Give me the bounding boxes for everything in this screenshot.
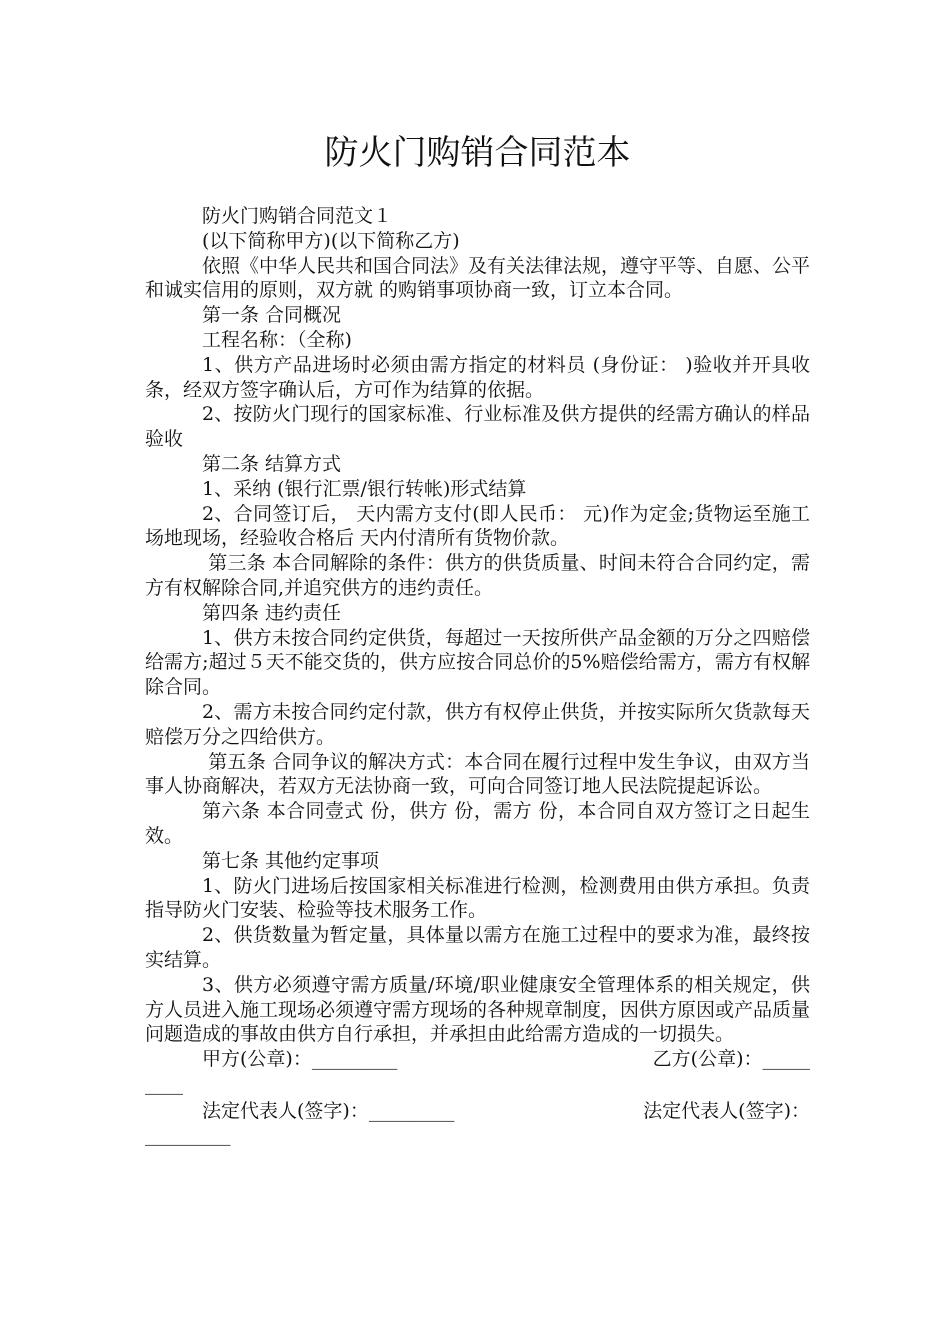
party-b-rep-line: 法定代表人(签字)： bbox=[643, 1099, 810, 1122]
party-b-rep-line-tail: _________ bbox=[145, 1124, 231, 1147]
article-heading: 第四条 违约责任 bbox=[202, 601, 342, 624]
contract-paragraph: 防火门购销合同范文１ bbox=[202, 205, 393, 227]
party-b-seal-line: 乙方(公章)：_____ bbox=[652, 1048, 810, 1071]
contract-paragraph: 工程名称：（全称) bbox=[202, 328, 352, 351]
article-heading: 第一条 合同概况 bbox=[202, 304, 342, 327]
contract-paragraph: 1、采纳 (银行汇票/银行转帐)形式结算 bbox=[202, 477, 527, 500]
contract-page bbox=[145, 120, 810, 1150]
contract-paragraph: 1、供方未按合同约定供货，每超过一天按所供产品金额的万分之四赔偿给需方;超过５天不能交货的，供方应按合同总价的5%赔偿给需方，需方有权解除合同。 bbox=[145, 626, 810, 699]
contract-paragraph: 2、合同签订后， 天内需方支付(即人民币： 元)作为定金;货物运至施工场地现场，经验收合格后 天内付清所有货物价款。 bbox=[145, 502, 810, 550]
contract-paragraph: 依照《中华人民共和国合同法》及有关法律法规，遵守平等、自愿、公平和诚实信用的原则，双方就 的购销事项协商一致，订立本合同。 bbox=[145, 254, 811, 302]
article-paragraph: 第五条 合同争议的解决方式：本合同在履行过程中发生争议，由双方当事人协商解决，若双方无法协商一致，可向合同签订地人民法院提起诉讼。 bbox=[145, 750, 810, 798]
party-b-seal-line-tail: ____ bbox=[145, 1072, 183, 1095]
page-title: 防火门购销合同范本 bbox=[324, 133, 631, 173]
contract-paragraph: 1、供方产品进场时必须由需方指定的材料员 (身份证： )验收并开具收条，经双方签字确认后，方可作为结算的依据。 bbox=[145, 353, 810, 401]
representative-signature-row bbox=[145, 1099, 810, 1124]
seal-signature-row bbox=[145, 1047, 810, 1072]
party-a-seal-line: 甲方(公章)：_________ bbox=[202, 1048, 398, 1071]
article-heading: 第二条 结算方式 bbox=[202, 452, 342, 475]
article-paragraph: 第三条 本合同解除的条件：供方的供货质量、时间未符合合同约定，需方有权解除合同,并追究供方的违约责任。 bbox=[145, 552, 810, 599]
contract-paragraph: (以下简称甲方)(以下简称乙方) bbox=[202, 229, 460, 252]
contract-paragraph: 2、按防火门现行的国家标准、行业标准及供方提供的经需方确认的样品验收 bbox=[145, 403, 810, 451]
article-paragraph: 第六条 本合同壹式 份，供方 份，需方 份，本合同自双方签订之日起生效。 bbox=[145, 800, 810, 847]
party-a-rep-line: 法定代表人(签字)：_________ bbox=[202, 1099, 455, 1122]
contract-paragraph: 2、供货数量为暂定量，具体量以需方在施工过程中的要求为准，最终按实结算。 bbox=[145, 924, 810, 971]
contract-paragraph: 1、防火门进场后按国家相关标准进行检测，检测费用由供方承担。负责指导防火门安装、检验等技术服务工作。 bbox=[145, 874, 810, 922]
contract-paragraph: 2、需方未按合同约定付款，供方有权停止供货，并按实际所欠货款每天赔偿万分之四给供方。 bbox=[145, 700, 810, 748]
article-heading: 第七条 其他约定事项 bbox=[202, 849, 380, 872]
contract-paragraph: 3、供方必须遵守需方质量/环境/职业健康安全管理体系的相关规定，供方人员进入施工现场必须遵守需方现场的各种规章制度，因供方原因或产品质量问题造成的事故由供方自行承担，并承担由此给需方造成的一切损失。 bbox=[145, 973, 811, 1046]
